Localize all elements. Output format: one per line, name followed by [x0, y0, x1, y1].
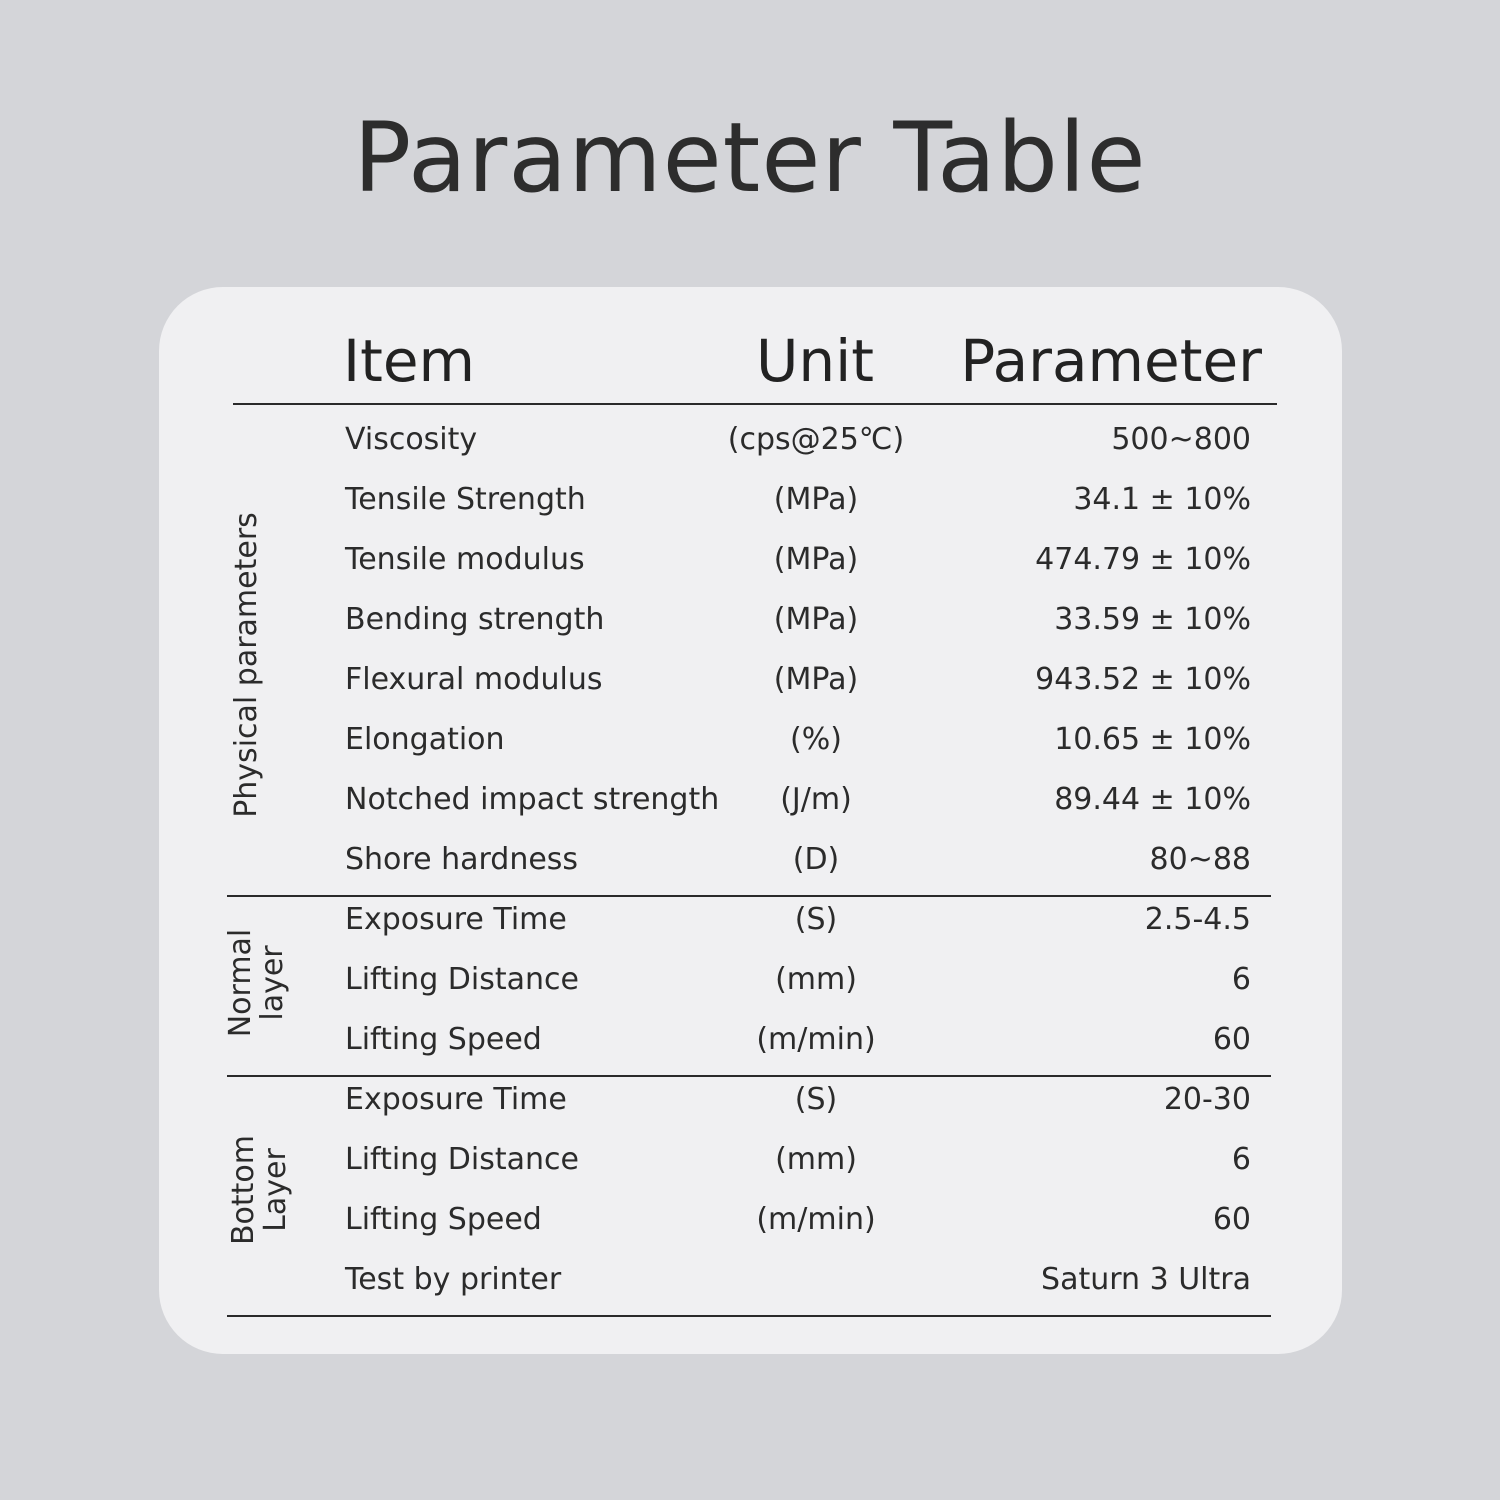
row-item: Bending strength: [345, 602, 605, 637]
table-row: [0, 1250, 1500, 1310]
row-unit: (%): [790, 722, 842, 757]
row-parameter: 2.5-4.5: [1144, 902, 1251, 937]
row-parameter: 20-30: [1163, 1082, 1251, 1117]
table-row: [0, 770, 1500, 830]
row-parameter: 474.79 ± 10%: [1035, 542, 1251, 577]
group-label-normal: Normal layer: [223, 928, 290, 1038]
row-unit: (MPa): [773, 482, 859, 517]
row-parameter: 89.44 ± 10%: [1054, 782, 1251, 817]
row-item: Lifting Speed: [345, 1202, 542, 1237]
row-item: Lifting Speed: [345, 1022, 542, 1057]
row-parameter: 943.52 ± 10%: [1035, 662, 1251, 697]
row-item: Notched impact strength: [345, 782, 720, 817]
row-unit: (MPa): [773, 662, 859, 697]
row-unit: (m/min): [756, 1202, 876, 1237]
table-row: [0, 590, 1500, 650]
row-unit: (MPa): [773, 542, 859, 577]
table-row: [0, 470, 1500, 530]
table-row: [0, 1010, 1500, 1070]
row-item: Elongation: [345, 722, 505, 757]
row-item: Viscosity: [345, 422, 478, 457]
table-row: [0, 890, 1500, 950]
row-item: Exposure Time: [345, 902, 567, 937]
table-row: [0, 1190, 1500, 1250]
row-parameter: 60: [1212, 1022, 1251, 1057]
row-parameter: 6: [1231, 1142, 1251, 1177]
row-item: Test by printer: [345, 1262, 562, 1297]
row-item: Tensile modulus: [345, 542, 585, 577]
row-unit: (MPa): [773, 602, 859, 637]
table-row: [0, 1130, 1500, 1190]
table-row: [0, 650, 1500, 710]
row-parameter: 34.1 ± 10%: [1073, 482, 1251, 517]
row-unit: (S): [794, 902, 838, 937]
group-label-physical: Physical parameters: [229, 512, 264, 818]
header-divider: [233, 403, 1277, 405]
table-row: [0, 710, 1500, 770]
table-row: [0, 530, 1500, 590]
table-row: [0, 1070, 1500, 1130]
row-item: Tensile Strength: [345, 482, 586, 517]
column-header-parameter: Parameter: [960, 327, 1262, 395]
row-unit: (S): [794, 1082, 838, 1117]
row-parameter: 60: [1212, 1202, 1251, 1237]
row-parameter: 500~800: [1111, 422, 1251, 457]
column-header-unit: Unit: [755, 327, 875, 395]
table-row: [0, 950, 1500, 1010]
row-unit: (D): [792, 842, 840, 877]
row-parameter: 10.65 ± 10%: [1054, 722, 1251, 757]
row-item: Flexural modulus: [345, 662, 603, 697]
page-title: Parameter Table: [353, 102, 1147, 214]
row-unit: (J/m): [780, 782, 852, 817]
row-unit: (m/min): [756, 1022, 876, 1057]
row-parameter: 80~88: [1149, 842, 1251, 877]
row-parameter: 6: [1231, 962, 1251, 997]
row-unit: (cps@25℃): [727, 422, 905, 457]
table-row: [0, 410, 1500, 470]
row-parameter: Saturn 3 Ultra: [1041, 1262, 1251, 1297]
column-header-item: Item: [343, 327, 476, 395]
row-item: Exposure Time: [345, 1082, 567, 1117]
table-bottom-rule: [227, 1315, 1271, 1317]
row-item: Lifting Distance: [345, 1142, 579, 1177]
row-item: Lifting Distance: [345, 962, 579, 997]
group-label-bottom: Bottom Layer: [226, 1134, 293, 1246]
row-item: Shore hardness: [345, 842, 579, 877]
table-row: [0, 830, 1500, 890]
row-parameter: 33.59 ± 10%: [1054, 602, 1251, 637]
row-unit: (mm): [775, 1142, 857, 1177]
row-unit: (mm): [775, 962, 857, 997]
